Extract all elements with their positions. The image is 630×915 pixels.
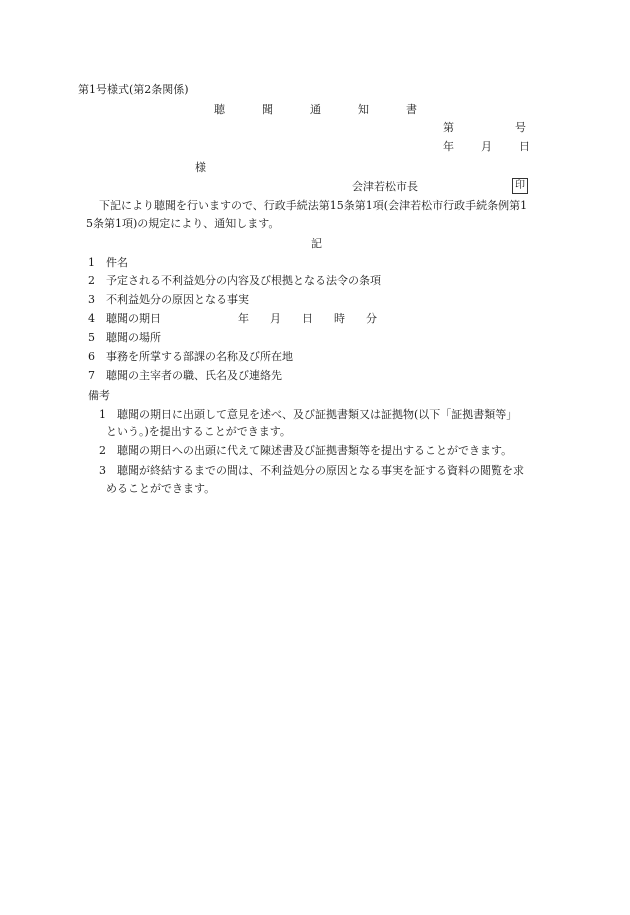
remarks-heading: 備考 [88, 389, 110, 402]
note-item [99, 408, 517, 422]
title-char: 知 [358, 103, 369, 116]
datetime-month: 月 [270, 312, 281, 325]
item-text: 聴聞の場所 [106, 331, 161, 344]
list-item [88, 369, 282, 383]
document-date [443, 140, 530, 154]
body-text-line1: 下記により聴聞を行いますので、行政手続法第15条第1項(会津若松市行政手続条例第1 [99, 199, 528, 212]
note-number: 2 [99, 444, 106, 457]
item-text: 聴聞の期日 [106, 312, 161, 325]
item-text: 件名 [106, 256, 128, 269]
document-title [214, 103, 417, 117]
issuer-name: 会津若松市長 [352, 180, 418, 193]
note-text: 聴聞の期日への出頭に代えて陳述書及び証拠書類等を提出することができます。 [117, 444, 513, 457]
date-month: 月 [481, 140, 492, 153]
datetime-hour: 時 [334, 312, 345, 325]
item-number: 1 [88, 256, 95, 269]
item-number: 6 [88, 350, 95, 363]
seal-stamp: 印 [512, 178, 528, 194]
ki-heading: 記 [311, 237, 322, 250]
item-number: 3 [88, 293, 95, 306]
title-char: 通 [310, 103, 321, 116]
list-item [88, 312, 161, 326]
list-item [88, 331, 161, 345]
item-number: 7 [88, 369, 95, 382]
form-number: 第1号様式(第2条関係) [78, 83, 189, 96]
title-char: 書 [406, 103, 417, 116]
note-text-continued: という。)を提出することができます。 [106, 425, 291, 438]
title-char: 聴 [214, 103, 225, 116]
item-text: 事務を所掌する部課の名称及び所在地 [106, 350, 293, 363]
item-text: 予定される不利益処分の内容及び根拠となる法令の条項 [106, 274, 381, 287]
note-number: 1 [99, 408, 106, 421]
addressee-suffix: 様 [195, 161, 206, 174]
hearing-datetime [238, 312, 398, 326]
note-text: 聴聞が終結するまでの間は、不利益処分の原因となる事実を証する資料の閲覧を求 [117, 464, 524, 477]
note-text-continued: めることができます。 [106, 482, 216, 495]
document-number [443, 121, 526, 135]
list-item [88, 293, 249, 307]
title-char: 聞 [262, 103, 273, 116]
list-item [88, 350, 293, 364]
datetime-day: 日 [302, 312, 313, 325]
item-text: 聴聞の主宰者の職、氏名及び連絡先 [106, 369, 282, 382]
item-number: 5 [88, 331, 95, 344]
item-number: 4 [88, 312, 95, 325]
note-item [99, 444, 512, 458]
item-number: 2 [88, 274, 95, 287]
number-prefix: 第 [443, 121, 454, 134]
item-text: 不利益処分の原因となる事実 [106, 293, 249, 306]
list-item [88, 274, 381, 288]
body-text-line2: 5条第1項)の規定により、通知します。 [86, 217, 280, 230]
list-item [88, 256, 128, 270]
date-year: 年 [443, 140, 454, 153]
datetime-year: 年 [238, 312, 249, 325]
note-item [99, 464, 524, 478]
datetime-minute: 分 [366, 312, 377, 325]
date-day: 日 [519, 140, 530, 153]
note-text: 聴聞の期日に出頭して意見を述べ、及び証拠書類又は証拠物(以下「証拠書類等」 [117, 408, 518, 421]
number-suffix: 号 [515, 121, 526, 134]
note-number: 3 [99, 464, 106, 477]
